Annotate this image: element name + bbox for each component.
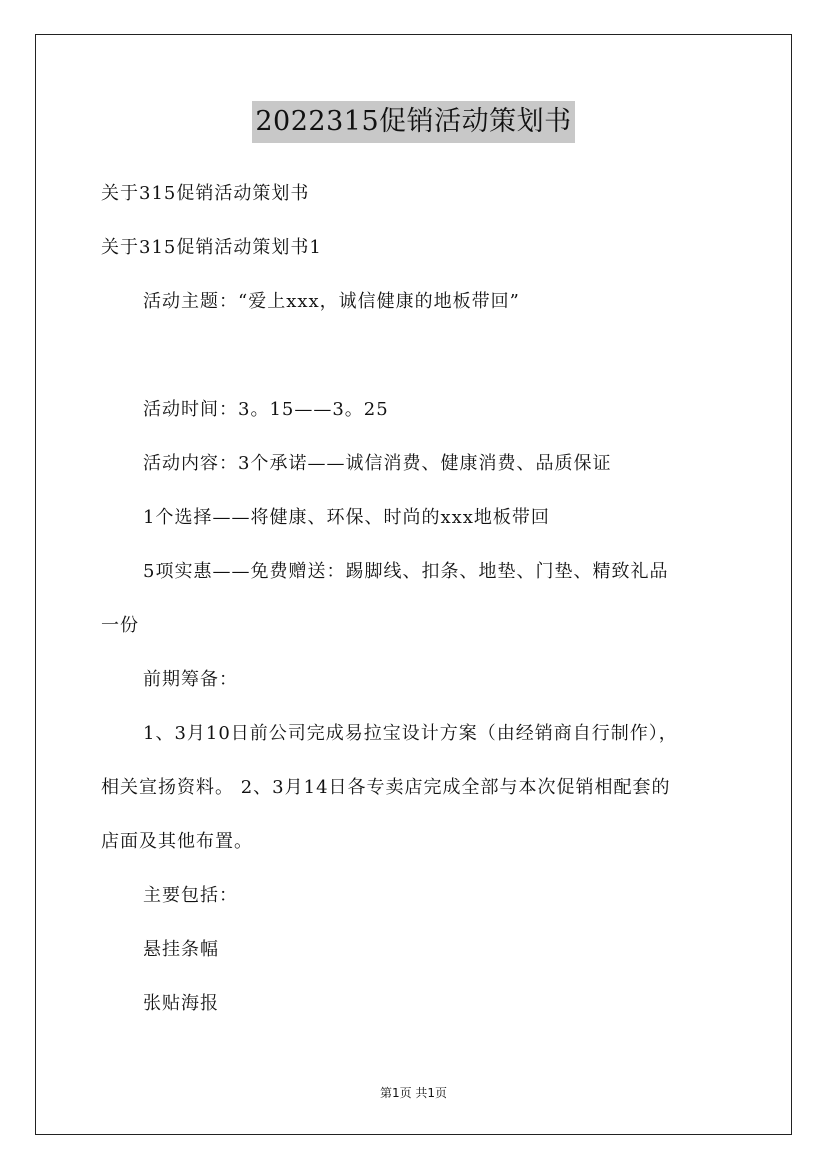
paragraph-line: 主要包括： xyxy=(143,885,238,906)
paragraph-line: 相关宣扬资料。 2、3月14日各专卖店完成全部与本次促销相配套的 xyxy=(101,777,671,798)
paragraph-line: 关于315促销活动策划书1 xyxy=(101,237,322,258)
paragraph-line: 1个选择——将健康、环保、时尚的xxx地板带回 xyxy=(143,507,550,528)
paragraph-line: 一份 xyxy=(101,615,139,636)
paragraph-line: 关于315促销活动策划书 xyxy=(101,183,310,204)
paragraph-line: 前期筹备： xyxy=(143,669,238,690)
document-title: 2022315促销活动策划书 xyxy=(252,101,574,143)
page-footer: 第1页 共1页 xyxy=(379,1086,448,1100)
paragraph-line: 活动时间：3。15——3。25 xyxy=(143,399,389,420)
paragraph-line: 活动主题：“爱上xxx，诚信健康的地板带回” xyxy=(143,291,520,312)
title-container xyxy=(0,101,827,143)
paragraph-line: 悬挂条幅 xyxy=(143,939,219,960)
paragraph-line: 活动内容：3个承诺——诚信消费、健康消费、品质保证 xyxy=(143,453,612,474)
paragraph-line: 店面及其他布置。 xyxy=(101,831,253,852)
paragraph-line: 张贴海报 xyxy=(143,993,219,1014)
paragraph-line: 1、3月10日前公司完成易拉宝设计方案（由经销商自行制作）， xyxy=(143,723,678,744)
paragraph-line: 5项实惠——免费赠送：踢脚线、扣条、地垫、门垫、精致礼品 xyxy=(143,561,669,582)
